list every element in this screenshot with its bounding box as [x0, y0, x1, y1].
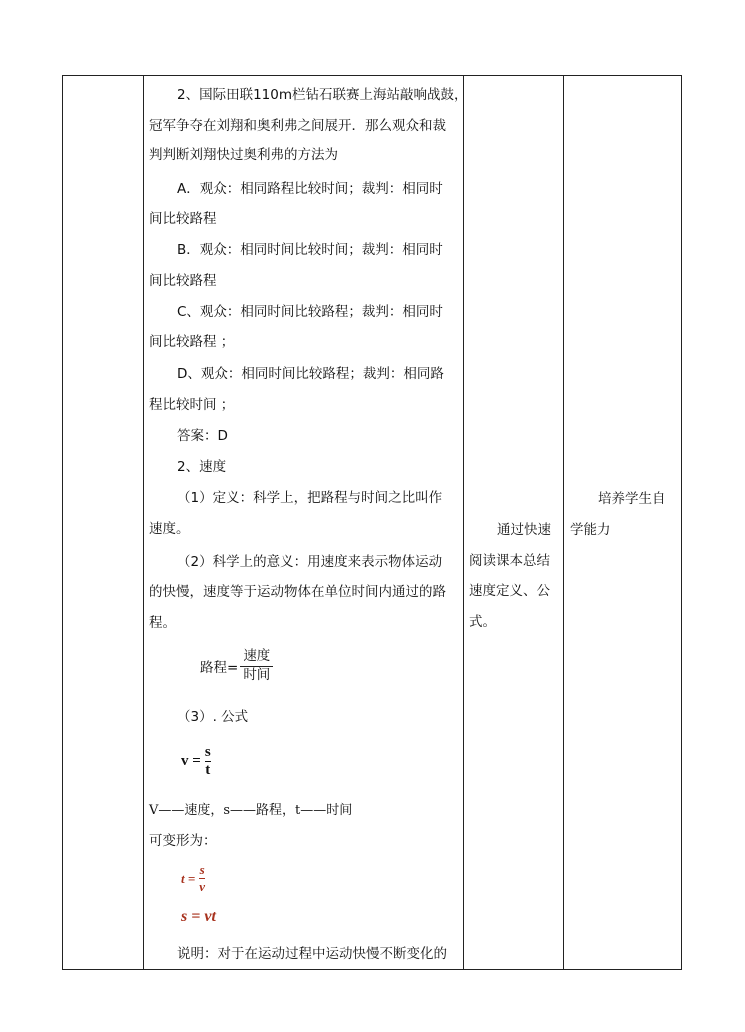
activity-line: 通过快速 — [497, 522, 551, 538]
lesson-table — [62, 75, 682, 970]
meaning-line: （2）科学上的意义：用速度来表示物体运动 — [177, 554, 443, 570]
option-b: B．观众：相同时间比较时间；裁判：相同时 — [177, 242, 443, 258]
formula-v — [181, 744, 211, 779]
fraction-denominator: 时间 — [243, 666, 271, 683]
option-c: 间比较路程 ； — [149, 334, 235, 350]
formula-v-lhs: v = — [181, 753, 201, 769]
option-c: C、观众：相同时间比较路程；裁判：相同时 — [177, 304, 443, 320]
answer: 答案：D — [177, 428, 228, 444]
formula-t-numerator: s — [199, 862, 205, 877]
column-divider — [563, 76, 564, 969]
meaning-line: 的快慢，速度等于运动物体在单位时间内通过的路 — [149, 584, 446, 600]
note-line: 说明：对于在运动过程中运动快慢不断变化的 — [177, 946, 447, 962]
purpose-line: 培养学生自 — [598, 491, 666, 507]
activity-line: 式。 — [469, 614, 496, 630]
formula-v-denominator: t — [205, 762, 211, 778]
definition-line: 速度。 — [149, 521, 190, 537]
purpose-line: 学能力 — [570, 522, 611, 538]
question-line: 判判断刘翔快过奥利弗的方法为 — [149, 147, 338, 163]
fraction-label: 路程= — [200, 660, 239, 676]
activity-line: 阅读课本总结 — [469, 553, 550, 569]
question-line: 2、国际田联110m栏钻石联赛上海站敲响战鼓， — [177, 87, 468, 103]
option-a: A．观众：相同路程比较时间；裁判：相同时 — [177, 181, 443, 197]
fraction-numerator: 速度 — [243, 648, 271, 664]
section-heading: 2、速度 — [177, 459, 227, 475]
definition-line: （1）定义：科学上，把路程与时间之比叫作 — [177, 490, 443, 506]
formula-heading: （3）. 公式 — [177, 709, 249, 725]
formula-t — [181, 862, 205, 895]
question-line: 冠军争夺在刘翔和奥利弗之间展开．那么观众和裁 — [149, 118, 446, 134]
option-a: 间比较路程 — [149, 211, 217, 227]
transform-label: 可变形为： — [149, 833, 217, 849]
formula-s — [181, 908, 216, 926]
column-divider — [143, 76, 144, 969]
formula-t-denominator: v — [199, 879, 206, 894]
fraction-formula — [200, 648, 273, 684]
column-divider — [463, 76, 464, 969]
formula-t-lhs: t = — [181, 870, 196, 886]
option-d: D、观众：相同时间比较路程；裁判：相同路 — [177, 366, 444, 382]
formula-s-text: s = vt — [181, 908, 216, 925]
formula-v-numerator: s — [204, 744, 211, 760]
activity-line: 速度定义、公 — [469, 583, 550, 599]
option-d: 程比较时间 ； — [149, 397, 235, 413]
meaning-line: 程。 — [149, 615, 176, 631]
option-b: 间比较路程 — [149, 273, 217, 289]
variable-legend: V——速度，s——路程，t——时间 — [149, 803, 353, 818]
